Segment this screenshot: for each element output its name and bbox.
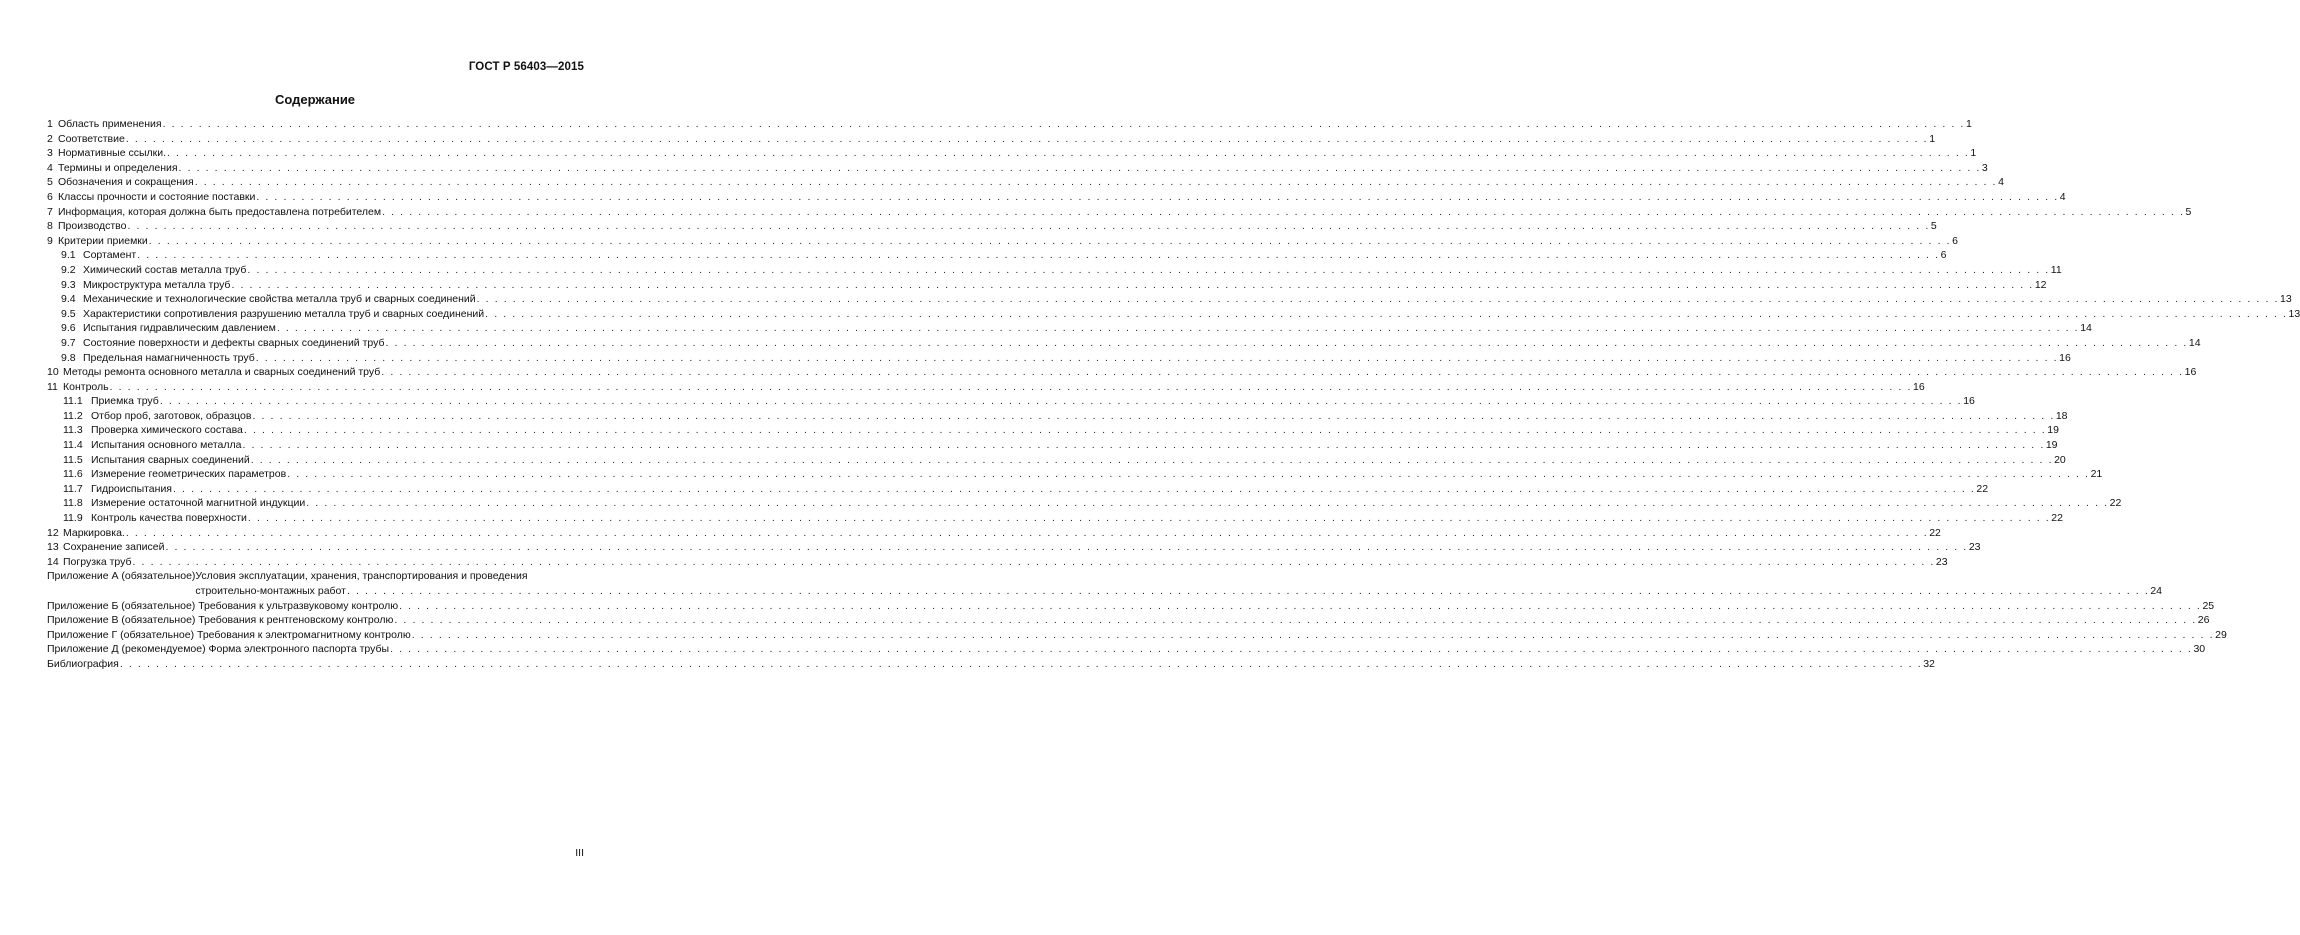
toc-row[interactable]: [47, 423, 2059, 438]
toc-leader-dots: . . . . . . . . . . . . . . . . . . . . . . . . . . . . . . . . . . . . . . . . . . . . . . . . . . . . . . . . . . . . . . . . . . . . . . . . . . . . . . . . . . . . . . . . . . . . . . . . . . . . . . . . . . . . . . . . . . . . . . . . . . . . . . . . . . . . . . . . . . . . . . . . . . . . . . . . . . . . . . . . . . . . . . . . . . . . . . . . . . . . . . . . . . . . . . . . . . . . . . . .: [385, 336, 2188, 349]
toc-row[interactable]: [47, 205, 2192, 220]
toc-section-number: 11.7: [63, 482, 83, 495]
toc-row[interactable]: [47, 175, 2004, 190]
toc-appendix-title: Приложение В (обязательное) Требования к рентгеновскому контролю: [47, 614, 394, 627]
toc-section-title: Соответствие: [58, 132, 125, 145]
toc-leader-dots: . . . . . . . . . . . . . . . . . . . . . . . . . . . . . . . . . . . . . . . . . . . . . . . . . . . . . . . . . . . . . . . . . . . . . . . . . . . . . . . . . . . . . . . . . . . . . . . . . . . . . . . . . . . . . . . . . . . . . . . . . . . . . . . . . . . . . . . . . . . . . . . . . . . . . . . . . . . . . . . . . . . . . . . . . . . . . . . . . . . . . . . . . . . . . . . . . . . . . . . .: [276, 322, 2080, 335]
toc-row[interactable]: [47, 248, 1947, 263]
toc-section-title: Отбор проб, заготовок, образцов: [91, 409, 252, 422]
toc-section-title: Сохранение записей: [63, 541, 165, 554]
toc-leader-dots: . . . . . . . . . . . . . . . . . . . . . . . . . . . . . . . . . . . . . . . . . . . . . . . . . . . . . . . . . . . . . . . . . . . . . . . . . . . . . . . . . . . . . . . . . . . . . . . . . . . . . . . . . . . . . . . . . . . . . . . . . . . . . . . . . . . . . . . . . . . . . . . . . . . . . . . . . . . . . . . . . . . . . . . . . . . . . . . . . . . . . . . . . . . . . . . . . . . . . . . .: [137, 249, 1940, 262]
toc-row[interactable]: [47, 234, 1958, 249]
toc-section-title: Химический состав металла труб: [83, 263, 247, 276]
toc-leader-dots: . . . . . . . . . . . . . . . . . . . . . . . . . . . . . . . . . . . . . . . . . . . . . . . . . . . . . . . . . . . . . . . . . . . . . . . . . . . . . . . . . . . . . . . . . . . . . . . . . . . . . . . . . . . . . . . . . . . . . . . . . . . . . . . . . . . . . . . . . . . . . . . . . . . . . . . . . . . . . . . . . . . . . . . . . . . . . . . . . . . . . . . . . . . . . . . . . . . . . . . .: [109, 380, 1912, 393]
toc-row[interactable]: [47, 146, 1977, 161]
toc-section-number: 9.6: [61, 322, 76, 335]
toc-section-number: 12: [47, 526, 59, 539]
toc-leader-dots: . . . . . . . . . . . . . . . . . . . . . . . . . . . . . . . . . . . . . . . . . . . . . . . . . . . . . . . . . . . . . . . . . . . . . . . . . . . . . . . . . . . . . . . . . . . . . . . . . . . . . . . . . . . . . . . . . . . . . . . . . . . . . . . . . . . . . . . . . . . . . . . . . . . . . . . . . . . . . . . . . . . . . . . . . . . . . . . . . . . . . . . . . . . . . . . . . . . . . . . .: [287, 468, 2090, 481]
toc-row-appendix[interactable]: [47, 599, 2215, 614]
toc-leader-dots: . . . . . . . . . . . . . . . . . . . . . . . . . . . . . . . . . . . . . . . . . . . . . . . . . . . . . . . . . . . . . . . . . . . . . . . . . . . . . . . . . . . . . . . . . . . . . . . . . . . . . . . . . . . . . . . . . . . . . . . . . . . . . . . . . . . . . . . . . . . . . . . . . . . . . . . . . . . . . . . . . . . . . . . . . . . . . . . . . . . . . . . . . . . . . . . . . . . . . . . .: [165, 541, 1968, 554]
toc-leader-dots: . . . . . . . . . . . . . . . . . . . . . . . . . . . . . . . . . . . . . . . . . . . . . . . . . . . . . . . . . . . . . . . . . . . . . . . . . . . . . . . . . . . . . . . . . . . . . . . . . . . . . . . . . . . . . . . . . . . . . . . . . . . . . . . . . . . . . . . . . . . . . . . . . . . . . . . . . . . . . . . . . . . . . . . . . . . . . . . . . . . . . . . . . . . . . . . . . . . . . . . .: [346, 585, 2150, 597]
toc-section-number: 6: [47, 190, 53, 203]
toc-appendix-line1: Условия эксплуатации, хранения, транспортирования и проведения: [195, 570, 528, 583]
toc-leader-dots: . . . . . . . . . . . . . . . . . . . . . . . . . . . . . . . . . . . . . . . . . . . . . . . . . . . . . . . . . . . . . . . . . . . . . . . . . . . . . . . . . . . . . . . . . . . . . . . . . . . . . . . . . . . . . . . . . . . . . . . . . . . . . . . . . . . . . . . . . . . . . . . . . . . . . . . . . . . . . . . . . . . . . . . . . . . . . . . . . . . . . . . . . . . . . . . . . . . . . . . .: [242, 439, 2045, 452]
toc-section-number: 7: [47, 205, 53, 218]
toc-page-number: 16: [1912, 380, 1925, 393]
toc-leader-dots: . . . . . . . . . . . . . . . . . . . . . . . . . . . . . . . . . . . . . . . . . . . . . . . . . . . . . . . . . . . . . . . . . . . . . . . . . . . . . . . . . . . . . . . . . . . . . . . . . . . . . . . . . . . . . . . . . . . . . . . . . . . . . . . . . . . . . . . . . . . . . . . . . . . . . . . . . . . . . . . . . . . . . . . . . . . . . . . . . . . . . . . . . . . . . . . . . . . . . . . .: [247, 263, 2050, 276]
toc-page-number: 16: [2059, 351, 2071, 364]
toc-page-number: 22: [2051, 512, 2063, 525]
toc-appendix-line2: строительно-монтажных работ: [195, 585, 346, 597]
toc-section-number: 2: [47, 132, 53, 145]
toc-section-title: Производство: [58, 220, 127, 233]
toc-page-number: 3: [1981, 161, 1988, 174]
toc-leader-dots: . . . . . . . . . . . . . . . . . . . . . . . . . . . . . . . . . . . . . . . . . . . . . . . . . . . . . . . . . . . . . . . . . . . . . . . . . . . . . . . . . . . . . . . . . . . . . . . . . . . . . . . . . . . . . . . . . . . . . . . . . . . . . . . . . . . . . . . . . . . . . . . . . . . . . . . . . . . . . . . . . . . . . . . . . . . . . . . . . . . . . . . . . . . . . . . . . . . . . . . .: [167, 147, 1970, 160]
toc-section-title: Испытания сварных соединений: [91, 453, 250, 466]
toc-section-title: Контроль: [63, 380, 109, 393]
toc-leader-dots: . . . . . . . . . . . . . . . . . . . . . . . . . . . . . . . . . . . . . . . . . . . . . . . . . . . . . . . . . . . . . . . . . . . . . . . . . . . . . . . . . . . . . . . . . . . . . . . . . . . . . . . . . . . . . . . . . . . . . . . . . . . . . . . . . . . . . . . . . . . . . . . . . . . . . . . . . . . . . . . . . . . . . . . . . . . . . . . . . . . . . . . . . . . . . . . . . . . . . . . .: [255, 351, 2059, 364]
toc-row[interactable]: [47, 526, 1941, 541]
toc-row-appendix[interactable]: [47, 642, 2206, 657]
toc-row[interactable]: [47, 117, 1972, 132]
toc-page-number: 4: [2059, 190, 2066, 203]
toc-section-number: 8: [47, 220, 53, 233]
toc-section-title: Область применения: [58, 118, 162, 130]
toc-row[interactable]: [47, 540, 1981, 555]
toc-appendix-title: Приложение Д (рекомендуемое) Форма электронного паспорта трубы: [47, 643, 390, 656]
toc-leader-dots: . . . . . . . . . . . . . . . . . . . . . . . . . . . . . . . . . . . . . . . . . . . . . . . . . . . . . . . . . . . . . . . . . . . . . . . . . . . . . . . . . . . . . . . . . . . . . . . . . . . . . . . . . . . . . . . . . . . . . . . . . . . . . . . . . . . . . . . . . . . . . . . . . . . . . . . . . . . . . . . . . . . . . . . . . . . . . . . . . . . . . . . . . . . . . . . . . . . . . . . .: [485, 307, 2288, 320]
toc-section-title: Методы ремонта основного металла и сварных соединений труб: [63, 366, 381, 379]
toc-row-appendix[interactable]: [47, 628, 2227, 643]
toc-page-number: 14: [2080, 322, 2092, 335]
toc-page-number: 4: [1998, 176, 2004, 189]
toc-row[interactable]: [47, 336, 2201, 351]
toc-section-title: Сортамент: [83, 249, 137, 262]
toc-leader-dots: . . . . . . . . . . . . . . . . . . . . . . . . . . . . . . . . . . . . . . . . . . . . . . . . . . . . . . . . . . . . . . . . . . . . . . . . . . . . . . . . . . . . . . . . . . . . . . . . . . . . . . . . . . . . . . . . . . . . . . . . . . . . . . . . . . . . . . . . . . . . . . . . . . . . . . . . . . . . . . . . . . . . . . . . . . . . . . . . . . . . . . . . . . . . . . . . . . . . . . . .: [247, 512, 2051, 525]
toc-leader-dots: . . . . . . . . . . . . . . . . . . . . . . . . . . . . . . . . . . . . . . . . . . . . . . . . . . . . . . . . . . . . . . . . . . . . . . . . . . . . . . . . . . . . . . . . . . . . . . . . . . . . . . . . . . . . . . . . . . . . . . . . . . . . . . . . . . . . . . . . . . . . . . . . . . . . . . . . . . . . . . . . . . . . . . . . . . . . . . . . . . . . . . . . . . . . . . . . . . . . . . . .: [243, 424, 2047, 437]
toc-page-number: 22: [1929, 526, 1941, 539]
toc-row-appendix[interactable]: [47, 657, 1935, 672]
toc-row[interactable]: [47, 292, 2292, 307]
toc-page-number: 20: [2054, 453, 2066, 466]
toc-page-number: 14: [2188, 336, 2201, 349]
toc-section-title: Маркировка.: [63, 526, 125, 539]
toc-row[interactable]: [47, 438, 2058, 453]
toc-page-number: 23: [1935, 555, 1948, 568]
toc-section-number: 11.4: [63, 439, 83, 452]
toc-section-number: 11.3: [63, 424, 83, 437]
toc-appendix-body: [195, 569, 2162, 598]
toc-section-title: Механические и технологические свойства металла труб и сварных соединений: [83, 293, 476, 306]
document-number: ГОСТ Р 56403—2015: [468, 61, 584, 73]
toc-page-number: 23: [1968, 541, 1981, 554]
toc-leader-dots: . . . . . . . . . . . . . . . . . . . . . . . . . . . . . . . . . . . . . . . . . . . . . . . . . . . . . . . . . . . . . . . . . . . . . . . . . . . . . . . . . . . . . . . . . . . . . . . . . . . . . . . . . . . . . . . . . . . . . . . . . . . . . . . . . . . . . . . . . . . . . . . . . . . . . . . . . . . . . . . . . . . . . . . . . . . . . . . . . . . . . . . . . . . . . . . . . . . . . . . .: [399, 599, 2202, 612]
toc-section-number: 14: [47, 555, 59, 568]
toc-section-title: Нормативные ссылки.: [58, 147, 166, 160]
toc-page-number: 5: [2185, 205, 2192, 218]
toc-page-number: 1: [1929, 132, 1936, 145]
toc-section-number: 9.7: [61, 336, 76, 349]
toc-appendix-title: Приложение Г (обязательное) Требования к электромагнитному контролю: [47, 628, 411, 641]
toc-page-number: 13: [2288, 307, 2300, 320]
toc-leader-dots: . . . . . . . . . . . . . . . . . . . . . . . . . . . . . . . . . . . . . . . . . . . . . . . . . . . . . . . . . . . . . . . . . . . . . . . . . . . . . . . . . . . . . . . . . . . . . . . . . . . . . . . . . . . . . . . . . . . . . . . . . . . . . . . . . . . . . . . . . . . . . . . . . . . . . . . . . . . . . . . . . . . . . . . . . . . . . . . . . . . . . . . . . . . . . . . . . . . . . . . .: [132, 555, 1935, 568]
toc-page-number: 13: [2280, 293, 2292, 306]
toc-page-number: 12: [2034, 278, 2047, 291]
toc-page-number: 16: [1963, 395, 1975, 408]
toc-section-number: 9.8: [61, 351, 76, 364]
toc-leader-dots: . . . . . . . . . . . . . . . . . . . . . . . . . . . . . . . . . . . . . . . . . . . . . . . . . . . . . . . . . . . . . . . . . . . . . . . . . . . . . . . . . . . . . . . . . . . . . . . . . . . . . . . . . . . . . . . . . . . . . . . . . . . . . . . . . . . . . . . . . . . . . . . . . . . . . . . . . . . . . . . . . . . . . . . . . . . . . . . . . . . . . . . . . . . . . . . . . . . . . . . .: [194, 176, 1998, 189]
toc-section-number: 11.2: [63, 409, 83, 422]
toc-page-number: 6: [1952, 234, 1958, 247]
toc-section-title: Приемка труб: [91, 395, 159, 408]
toc-row[interactable]: [47, 394, 1975, 409]
toc-section-number: 11.8: [63, 497, 83, 510]
toc-page-number: 18: [2055, 409, 2068, 422]
toc-leader-dots: . . . . . . . . . . . . . . . . . . . . . . . . . . . . . . . . . . . . . . . . . . . . . . . . . . . . . . . . . . . . . . . . . . . . . . . . . . . . . . . . . . . . . . . . . . . . . . . . . . . . . . . . . . . . . . . . . . . . . . . . . . . . . . . . . . . . . . . . . . . . . . . . . . . . . . . . . . . . . . . . . . . . . . . . . . . . . . . . . . . . . . . . . . . . . . . . . . . . . . . .: [390, 643, 2193, 656]
toc-row[interactable]: [47, 190, 2066, 205]
toc-section-title: Измерение геометрических параметров: [91, 468, 287, 481]
toc-section-title: Контроль качества поверхности: [91, 512, 247, 525]
toc-section-number: 1: [47, 118, 53, 130]
toc-page-number: 29: [2215, 628, 2227, 641]
toc-row[interactable]: [47, 161, 1988, 176]
toc-section-number: 9: [47, 234, 53, 247]
toc-leader-dots: . . . . . . . . . . . . . . . . . . . . . . . . . . . . . . . . . . . . . . . . . . . . . . . . . . . . . . . . . . . . . . . . . . . . . . . . . . . . . . . . . . . . . . . . . . . . . . . . . . . . . . . . . . . . . . . . . . . . . . . . . . . . . . . . . . . . . . . . . . . . . . . . . . . . . . . . . . . . . . . . . . . . . . . . . . . . . . . . . . . . . . . . . . . . . . . . . . . . . . . .: [394, 614, 2197, 627]
toc-leader-dots: . . . . . . . . . . . . . . . . . . . . . . . . . . . . . . . . . . . . . . . . . . . . . . . . . . . . . . . . . . . . . . . . . . . . . . . . . . . . . . . . . . . . . . . . . . . . . . . . . . . . . . . . . . . . . . . . . . . . . . . . . . . . . . . . . . . . . . . . . . . . . . . . . . . . . . . . . . . . . . . . . . . . . . . . . . . . . . . . . . . . . . . . . . . . . . . . . . . . . . . .: [252, 409, 2055, 422]
toc-leader-dots: . . . . . . . . . . . . . . . . . . . . . . . . . . . . . . . . . . . . . . . . . . . . . . . . . . . . . . . . . . . . . . . . . . . . . . . . . . . . . . . . . . . . . . . . . . . . . . . . . . . . . . . . . . . . . . . . . . . . . . . . . . . . . . . . . . . . . . . . . . . . . . . . . . . . . . . . . . . . . . . . . . . . . . . . . . . . . . . . . . . . . . . . . . . . . . . . . . . . . . . .: [256, 190, 2059, 203]
toc-leader-dots: . . . . . . . . . . . . . . . . . . . . . . . . . . . . . . . . . . . . . . . . . . . . . . . . . . . . . . . . . . . . . . . . . . . . . . . . . . . . . . . . . . . . . . . . . . . . . . . . . . . . . . . . . . . . . . . . . . . . . . . . . . . . . . . . . . . . . . . . . . . . . . . . . . . . . . . . . . . . . . . . . . . . . . . . . . . . . . . . . . . . . . . . . . . . . . . . . . . . . . . .: [381, 366, 2184, 379]
toc-section-title: Обозначения и сокращения: [58, 176, 194, 189]
toc-section-title: Погрузка труб: [63, 555, 132, 568]
toc-row[interactable]: [47, 219, 1937, 234]
toc-leader-dots: . . . . . . . . . . . . . . . . . . . . . . . . . . . . . . . . . . . . . . . . . . . . . . . . . . . . . . . . . . . . . . . . . . . . . . . . . . . . . . . . . . . . . . . . . . . . . . . . . . . . . . . . . . . . . . . . . . . . . . . . . . . . . . . . . . . . . . . . . . . . . . . . . . . . . . . . . . . . . . . . . . . . . . . . . . . . . . . . . . . . . . . . . . . . . . . . . . . . . . . .: [127, 220, 1930, 233]
toc-row[interactable]: [47, 555, 1948, 570]
toc-page-number: 22: [2109, 497, 2122, 510]
toc-section-title: Предельная намагниченность труб: [83, 351, 255, 364]
toc-section-number: 11.5: [63, 453, 83, 466]
toc-section-title: Гидроиспытания: [91, 482, 172, 495]
toc-row[interactable]: [47, 380, 1925, 395]
toc-row[interactable]: [47, 453, 2066, 468]
toc-section-number: 11.9: [63, 512, 83, 525]
toc-leader-dots: . . . . . . . . . . . . . . . . . . . . . . . . . . . . . . . . . . . . . . . . . . . . . . . . . . . . . . . . . . . . . . . . . . . . . . . . . . . . . . . . . . . . . . . . . . . . . . . . . . . . . . . . . . . . . . . . . . . . . . . . . . . . . . . . . . . . . . . . . . . . . . . . . . . . . . . . . . . . . . . . . . . . . . . . . . . . . . . . . . . . . . . . . . . . . . . . . . . . . . . .: [306, 497, 2109, 510]
toc-leader-dots: . . . . . . . . . . . . . . . . . . . . . . . . . . . . . . . . . . . . . . . . . . . . . . . . . . . . . . . . . . . . . . . . . . . . . . . . . . . . . . . . . . . . . . . . . . . . . . . . . . . . . . . . . . . . . . . . . . . . . . . . . . . . . . . . . . . . . . . . . . . . . . . . . . . . . . . . . . . . . . . . . . . . . . . . . . . . . . . . . . . . . . . . . . . . . . . . . . . . . . . .: [231, 278, 2034, 291]
toc-section-number: 9.1: [61, 249, 76, 262]
toc-appendix-prefix: Приложение А (обязательное): [47, 570, 196, 583]
toc-page-number: 19: [2047, 424, 2059, 437]
toc-rows: [47, 117, 2300, 569]
toc-section-number: 9.4: [61, 293, 76, 306]
toc-section-number: 9.3: [61, 278, 76, 291]
toc-page-number: 1: [1970, 147, 1977, 160]
toc-section-title: Классы прочности и состояние поставки: [58, 190, 256, 203]
toc-page-number: 19: [2045, 439, 2058, 452]
toc-section-number: 9.5: [61, 307, 76, 320]
toc-row[interactable]: [47, 132, 1936, 147]
toc-row[interactable]: [47, 307, 2300, 322]
toc-row[interactable]: [47, 263, 2062, 278]
toc-leader-dots: . . . . . . . . . . . . . . . . . . . . . . . . . . . . . . . . . . . . . . . . . . . . . . . . . . . . . . . . . . . . . . . . . . . . . . . . . . . . . . . . . . . . . . . . . . . . . . . . . . . . . . . . . . . . . . . . . . . . . . . . . . . . . . . . . . . . . . . . . . . . . . . . . . . . . . . . . . . . . . . . . . . . . . . . . . . . . . . . . . . . . . . . . . . . . . . . . . . . . . . .: [125, 526, 1929, 539]
toc-row[interactable]: [47, 278, 2047, 293]
page-number-roman: III: [575, 847, 584, 859]
toc-page-number: 24: [2150, 585, 2163, 597]
toc-section-number: 13: [47, 541, 59, 554]
toc-page-number: 16: [2184, 366, 2197, 379]
toc-row[interactable]: [47, 351, 2071, 366]
toc-page-number: 11: [2050, 263, 2062, 276]
toc-row[interactable]: [47, 496, 2122, 511]
toc-appendix-title: Библиография: [47, 657, 119, 670]
toc-page-number: 6: [1940, 249, 1947, 262]
toc-row[interactable]: [47, 409, 2068, 424]
toc-section-number: 3: [47, 147, 53, 160]
toc-leader-dots: . . . . . . . . . . . . . . . . . . . . . . . . . . . . . . . . . . . . . . . . . . . . . . . . . . . . . . . . . . . . . . . . . . . . . . . . . . . . . . . . . . . . . . . . . . . . . . . . . . . . . . . . . . . . . . . . . . . . . . . . . . . . . . . . . . . . . . . . . . . . . . . . . . . . . . . . . . . . . . . . . . . . . . . . . . . . . . . . . . . . . . . . . . . . . . . . . . . . . . . .: [173, 482, 1976, 495]
appendix-rows: [47, 599, 2227, 672]
toc-title: Содержание: [274, 92, 356, 107]
toc-section-title: Микроструктура металла труб: [83, 278, 231, 291]
toc-section-title: Измерение остаточной магнитной индукции: [91, 497, 306, 510]
toc-leader-dots: . . . . . . . . . . . . . . . . . . . . . . . . . . . . . . . . . . . . . . . . . . . . . . . . . . . . . . . . . . . . . . . . . . . . . . . . . . . . . . . . . . . . . . . . . . . . . . . . . . . . . . . . . . . . . . . . . . . . . . . . . . . . . . . . . . . . . . . . . . . . . . . . . . . . . . . . . . . . . . . . . . . . . . . . . . . . . . . . . . . . . . . . . . . . . . . . . . . . . . . .: [159, 395, 1963, 408]
table-of-contents: [47, 117, 2300, 672]
toc-page-number: 22: [1976, 482, 1989, 495]
toc-section-title: Проверка химического состава: [91, 424, 243, 437]
toc-row-appendix-a[interactable]: [47, 569, 2163, 598]
toc-row[interactable]: [47, 511, 2063, 526]
toc-leader-dots: . . . . . . . . . . . . . . . . . . . . . . . . . . . . . . . . . . . . . . . . . . . . . . . . . . . . . . . . . . . . . . . . . . . . . . . . . . . . . . . . . . . . . . . . . . . . . . . . . . . . . . . . . . . . . . . . . . . . . . . . . . . . . . . . . . . . . . . . . . . . . . . . . . . . . . . . . . . . . . . . . . . . . . . . . . . . . . . . . . . . . . . . . . . . . . . . . . . . . . . .: [162, 118, 1965, 130]
toc-section-title: Критерии приемки: [58, 234, 148, 247]
toc-section-number: 5: [47, 176, 53, 189]
toc-section-title: Информация, которая должна быть предоставлена потребителем: [58, 205, 382, 218]
toc-leader-dots: . . . . . . . . . . . . . . . . . . . . . . . . . . . . . . . . . . . . . . . . . . . . . . . . . . . . . . . . . . . . . . . . . . . . . . . . . . . . . . . . . . . . . . . . . . . . . . . . . . . . . . . . . . . . . . . . . . . . . . . . . . . . . . . . . . . . . . . . . . . . . . . . . . . . . . . . . . . . . . . . . . . . . . . . . . . . . . . . . . . . . . . . . . . . . . . . . . . . . . . .: [476, 293, 2279, 306]
toc-page-number: 5: [1930, 220, 1937, 233]
toc-section-title: Испытания гидравлическим давлением: [83, 322, 276, 335]
toc-section-number: 11.1: [63, 395, 83, 408]
toc-page-number: 30: [2193, 643, 2206, 656]
toc-page-number: 26: [2197, 614, 2210, 627]
toc-section-number: 11.6: [63, 468, 83, 481]
toc-page-number: 1: [1965, 118, 1972, 130]
toc-page-number: 21: [2090, 468, 2103, 481]
toc-section-number: 9.2: [61, 263, 76, 276]
toc-row-appendix[interactable]: [47, 613, 2210, 628]
toc-row[interactable]: [47, 365, 2197, 380]
toc-section-number: 10: [47, 366, 59, 379]
toc-leader-dots: . . . . . . . . . . . . . . . . . . . . . . . . . . . . . . . . . . . . . . . . . . . . . . . . . . . . . . . . . . . . . . . . . . . . . . . . . . . . . . . . . . . . . . . . . . . . . . . . . . . . . . . . . . . . . . . . . . . . . . . . . . . . . . . . . . . . . . . . . . . . . . . . . . . . . . . . . . . . . . . . . . . . . . . . . . . . . . . . . . . . . . . . . . . . . . . . . . . . . . . .: [382, 205, 2185, 218]
toc-row[interactable]: [47, 321, 2092, 336]
toc-section-number: 4: [47, 161, 53, 174]
toc-leader-dots: . . . . . . . . . . . . . . . . . . . . . . . . . . . . . . . . . . . . . . . . . . . . . . . . . . . . . . . . . . . . . . . . . . . . . . . . . . . . . . . . . . . . . . . . . . . . . . . . . . . . . . . . . . . . . . . . . . . . . . . . . . . . . . . . . . . . . . . . . . . . . . . . . . . . . . . . . . . . . . . . . . . . . . . . . . . . . . . . . . . . . . . . . . . . . . . . . . . . . . . .: [148, 234, 1952, 247]
toc-leader-dots: . . . . . . . . . . . . . . . . . . . . . . . . . . . . . . . . . . . . . . . . . . . . . . . . . . . . . . . . . . . . . . . . . . . . . . . . . . . . . . . . . . . . . . . . . . . . . . . . . . . . . . . . . . . . . . . . . . . . . . . . . . . . . . . . . . . . . . . . . . . . . . . . . . . . . . . . . . . . . . . . . . . . . . . . . . . . . . . . . . . . . . . . . . . . . . . . . . . . . . . .: [250, 453, 2054, 466]
toc-section-title: Испытания основного металла: [91, 439, 242, 452]
toc-leader-dots: . . . . . . . . . . . . . . . . . . . . . . . . . . . . . . . . . . . . . . . . . . . . . . . . . . . . . . . . . . . . . . . . . . . . . . . . . . . . . . . . . . . . . . . . . . . . . . . . . . . . . . . . . . . . . . . . . . . . . . . . . . . . . . . . . . . . . . . . . . . . . . . . . . . . . . . . . . . . . . . . . . . . . . . . . . . . . . . . . . . . . . . . . . . . . . . . . . . . . . . .: [411, 628, 2215, 641]
toc-leader-dots: . . . . . . . . . . . . . . . . . . . . . . . . . . . . . . . . . . . . . . . . . . . . . . . . . . . . . . . . . . . . . . . . . . . . . . . . . . . . . . . . . . . . . . . . . . . . . . . . . . . . . . . . . . . . . . . . . . . . . . . . . . . . . . . . . . . . . . . . . . . . . . . . . . . . . . . . . . . . . . . . . . . . . . . . . . . . . . . . . . . . . . . . . . . . . . . . . . . . . . . .: [119, 657, 1923, 670]
toc-section-title: Состояние поверхности и дефекты сварных соединений труб: [83, 336, 385, 349]
toc-appendix-line2-row: [195, 584, 2162, 599]
toc-section-title: Характеристики сопротивления разрушению металла труб и сварных соединений: [83, 307, 485, 320]
toc-section-number: 11: [47, 380, 58, 393]
toc-row[interactable]: [47, 467, 2103, 482]
toc-page-number: 32: [1923, 657, 1935, 670]
toc-leader-dots: . . . . . . . . . . . . . . . . . . . . . . . . . . . . . . . . . . . . . . . . . . . . . . . . . . . . . . . . . . . . . . . . . . . . . . . . . . . . . . . . . . . . . . . . . . . . . . . . . . . . . . . . . . . . . . . . . . . . . . . . . . . . . . . . . . . . . . . . . . . . . . . . . . . . . . . . . . . . . . . . . . . . . . . . . . . . . . . . . . . . . . . . . . . . . . . . . . . . . . . .: [178, 161, 1981, 174]
toc-page-number: 25: [2202, 599, 2215, 612]
toc-leader-dots: . . . . . . . . . . . . . . . . . . . . . . . . . . . . . . . . . . . . . . . . . . . . . . . . . . . . . . . . . . . . . . . . . . . . . . . . . . . . . . . . . . . . . . . . . . . . . . . . . . . . . . . . . . . . . . . . . . . . . . . . . . . . . . . . . . . . . . . . . . . . . . . . . . . . . . . . . . . . . . . . . . . . . . . . . . . . . . . . . . . . . . . . . . . . . . . . . . . . . . . .: [125, 132, 1929, 145]
toc-section-title: Термины и определения: [58, 161, 178, 174]
toc-appendix-title: Приложение Б (обязательное) Требования к ультразвуковому контролю: [47, 599, 399, 612]
toc-row[interactable]: [47, 482, 1989, 497]
